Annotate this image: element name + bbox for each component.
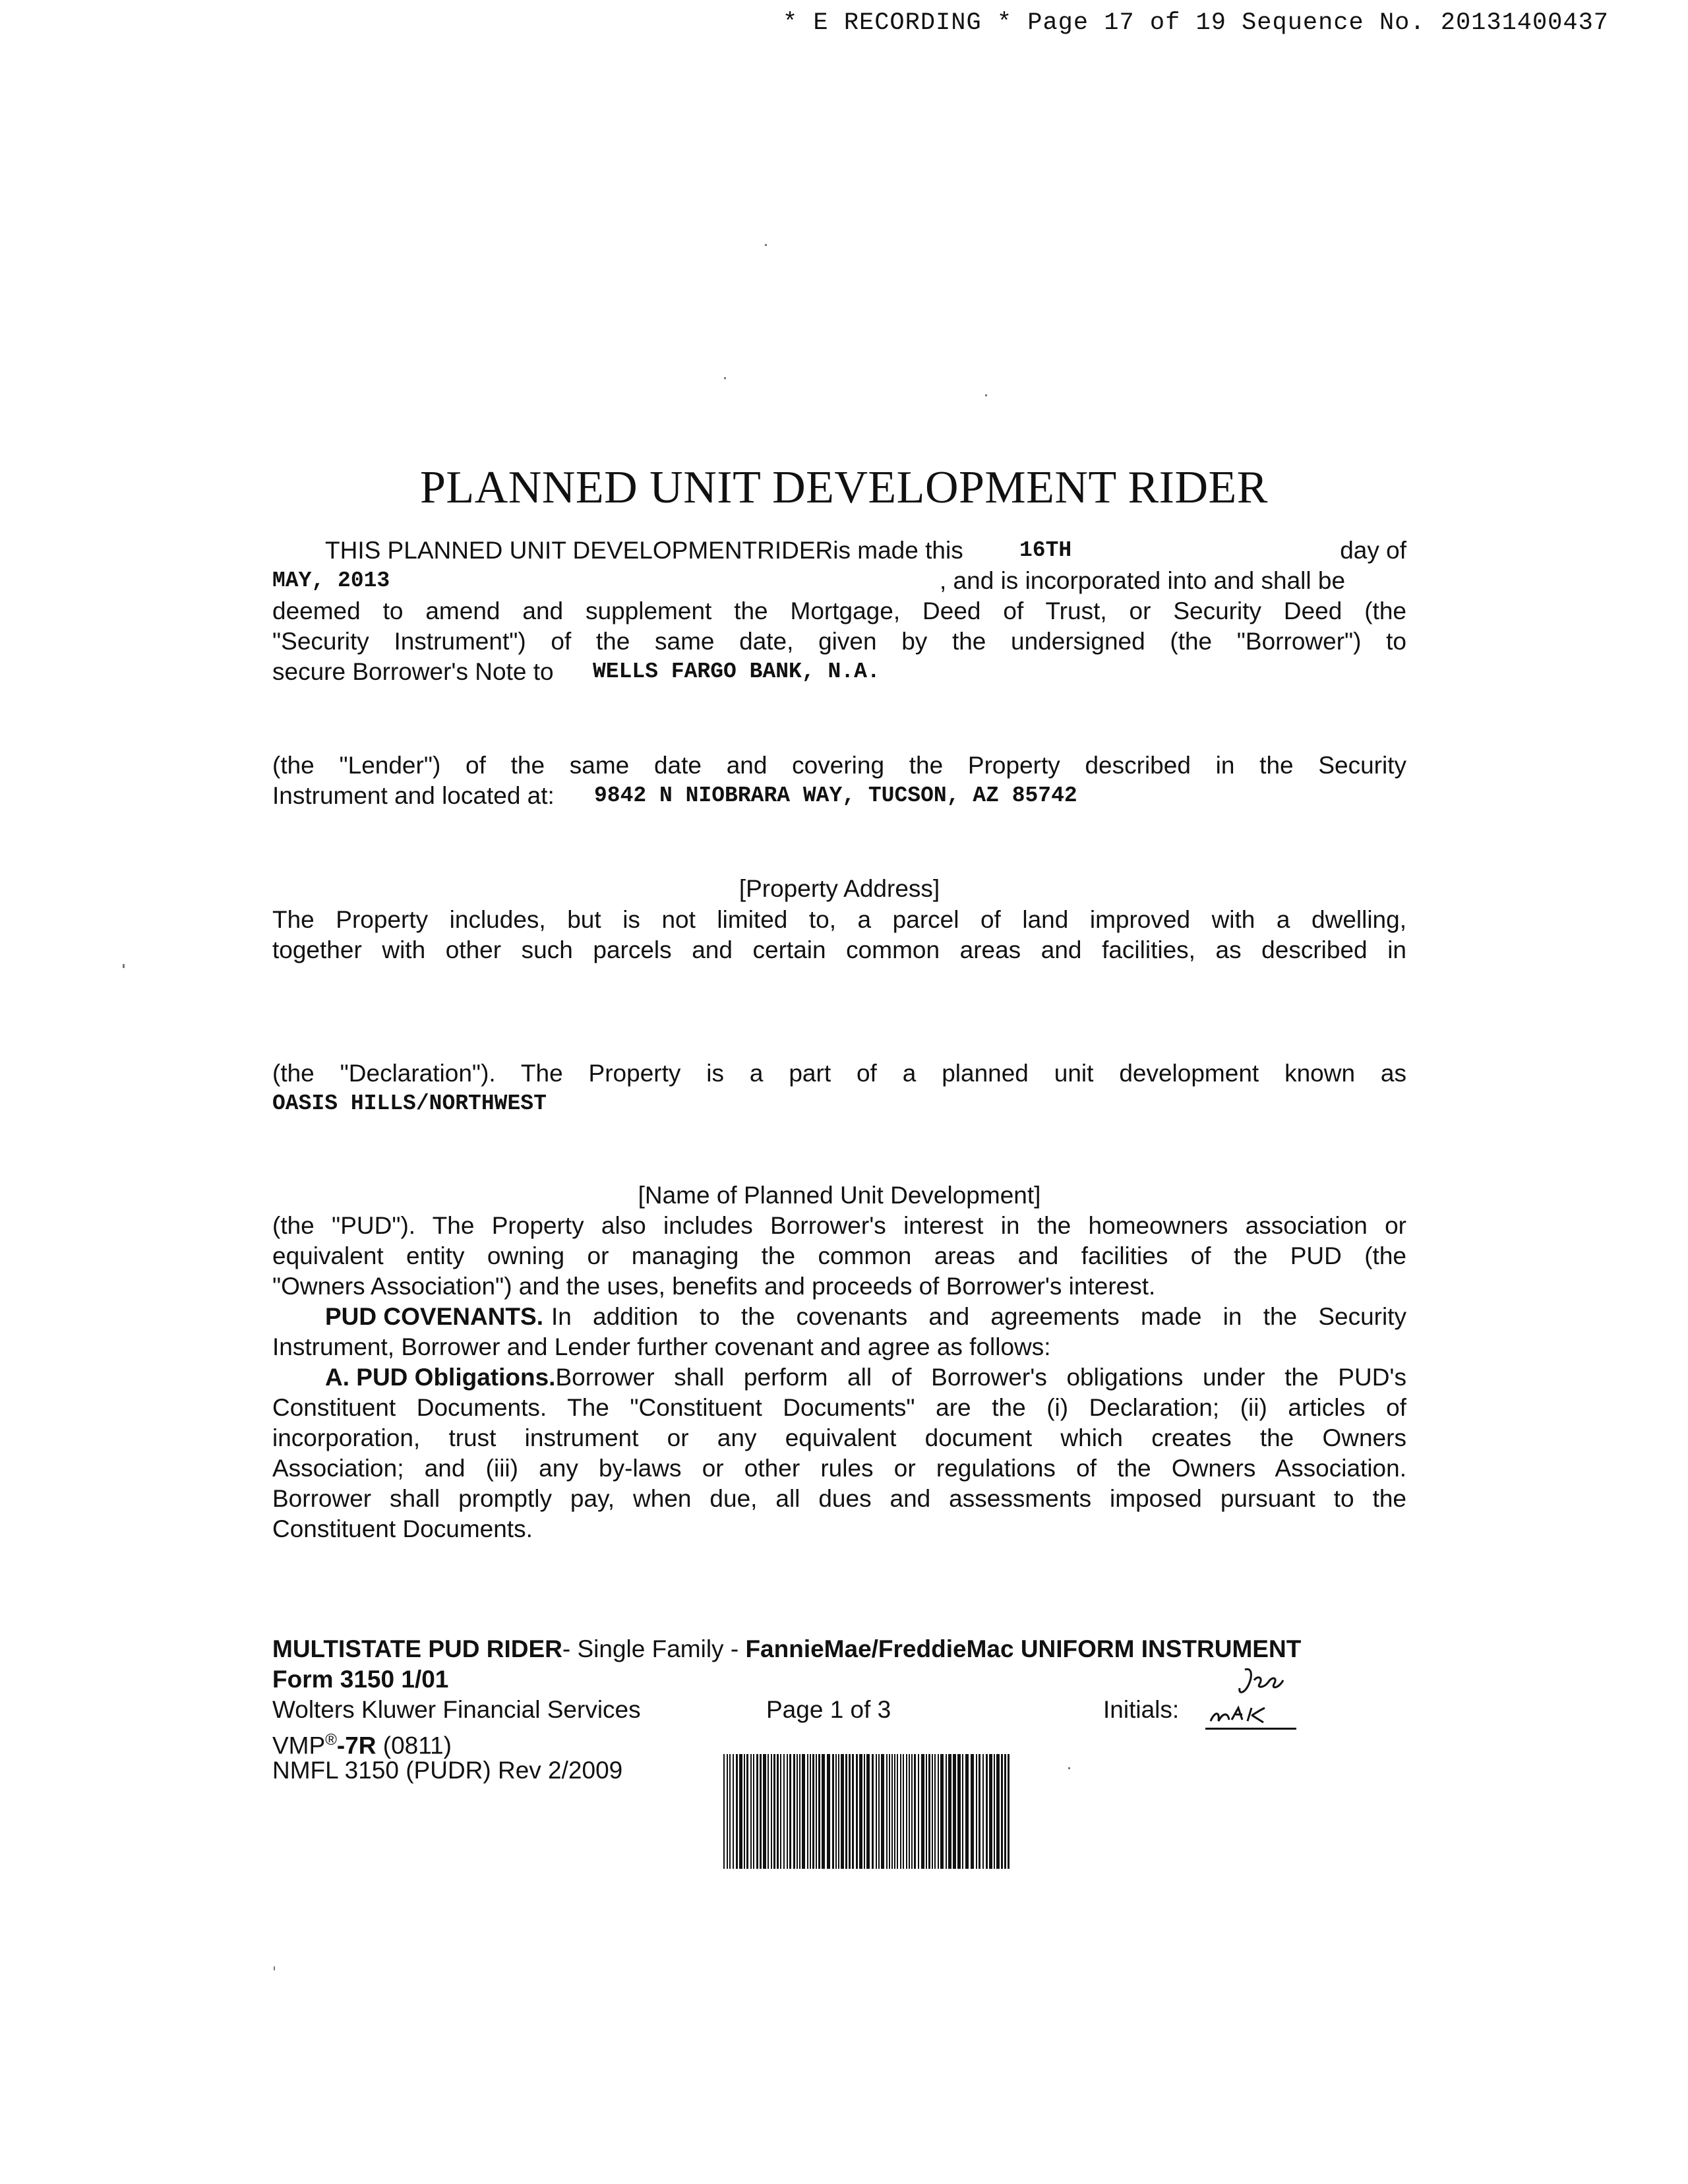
barcode-bar [771,1754,772,1869]
rider-agencies: FannieMae/FreddieMac [745,1635,1014,1662]
barcode-bar [876,1754,877,1869]
pud-line3: "Owners Association") and the uses, benefits and proceeds of Borrower's interest. [272,1273,1156,1300]
barcode-bar [812,1754,814,1869]
form-number: Form 3150 1/01 [272,1666,449,1693]
barcode-bar [793,1754,795,1869]
property-address: 9842 N NIOBRARA WAY, TUCSON, AZ 85742 [594,783,1077,808]
pud-name-label: [Name of Planned Unit Development] [638,1182,1041,1209]
barcode-bar [928,1754,930,1869]
barcode-bar [996,1754,1000,1869]
barcode-bar [739,1754,742,1869]
scan-speck [123,964,125,968]
document-title: PLANNED UNIT DEVELOPMENT RIDER [420,462,1268,513]
incorporated-text: , and is incorporated into and shall be [940,567,1346,594]
barcode-bar [909,1754,910,1869]
barcode-bar [810,1754,811,1869]
pud-line1: (the "PUD"). The Property also includes Borrower's interest in the homeowners association or [272,1212,1406,1239]
barcode-bar [878,1754,880,1869]
intro-line5: secure Borrower's Note to [272,658,554,685]
obligations-line1: Borrower shall perform all of Borrower's obligations under the PUD's [555,1364,1406,1391]
barcode-bar [989,1754,992,1869]
barcode-bar [750,1754,752,1869]
barcode-bar [797,1754,798,1869]
barcode-bar [881,1754,884,1869]
barcode-bar [891,1754,893,1869]
barcode-bar [976,1754,977,1869]
barcode-bar [733,1754,734,1869]
barcode-bar [979,1754,980,1869]
property-line1: The Property includes, but is not limited to, a parcel of land improved with a dwelling, [272,906,1406,933]
barcode-bar [727,1754,728,1869]
obligations-line2: Constituent Documents. The "Constituent Documents" are the (i) Declaration; (ii) articles of [272,1394,1406,1421]
barcode-bar [1004,1754,1006,1869]
barcode-bar [872,1754,874,1869]
barcode-bar [773,1754,775,1869]
barcode-bar [768,1754,769,1869]
barcode-bar [787,1754,788,1869]
day-of-label: day of [1340,537,1406,564]
barcode-bar [763,1754,766,1869]
declaration-line1: (the "Declaration"). The Property is a part of a planned unit development known as [272,1060,1406,1087]
barcode-bar [744,1754,745,1869]
initials-label: Initials: [1103,1696,1180,1723]
barcode-bar [889,1754,890,1869]
publisher: Wolters Kluwer Financial Services [272,1696,641,1723]
property-line2: together with other such parcels and certain common areas and facilities, as described in [272,936,1406,963]
barcode-bar [864,1754,865,1869]
obligations-line5: Borrower shall promptly pay, when due, all dues and assessments imposed pursuant to the [272,1485,1406,1512]
barcode-bar [852,1754,854,1869]
barcode-bar [849,1754,851,1869]
scan-speck [765,244,767,246]
barcode-bar [799,1754,800,1869]
barcode [722,1754,1012,1869]
pud-obligations-heading: A. PUD Obligations. [325,1364,556,1391]
barcode-bar [953,1754,956,1869]
barcode-bar [856,1754,858,1869]
barcode-graphic [722,1754,1012,1869]
barcode-bar [921,1754,924,1869]
barcode-bar [900,1754,901,1869]
barcode-bar [841,1754,844,1869]
barcode-bar [911,1754,913,1869]
obligations-line6: Constituent Documents. [272,1515,533,1542]
intro-line1: THIS PLANNED UNIT DEVELOPMENTRIDERis made this [325,537,963,564]
barcode-bar [918,1754,919,1869]
barcode-bar [866,1754,870,1869]
barcode-bar [886,1754,888,1869]
barcode-bar [838,1754,839,1869]
barcode-bar [934,1754,936,1869]
barcode-bar [965,1754,969,1869]
recording-header: * E RECORDING * Page 17 of 19 Sequence No. 20131400437 [783,9,1609,37]
barcode-bar [1008,1754,1010,1869]
property-address-label: [Property Address] [738,875,940,902]
intro-line4: "Security Instrument") of the same date, given by the undersigned (the "Borrower") to [272,628,1406,655]
scan-speck [985,394,987,396]
barcode-bar [940,1754,944,1869]
declaration-paragraph [272,1058,1406,1119]
barcode-bar [962,1754,963,1869]
barcode-bar [971,1754,974,1869]
barcode-bar [816,1754,817,1869]
barcode-bar [760,1754,762,1869]
lender-paragraph [272,750,1406,811]
page-number: Page 1 of 3 [766,1696,891,1723]
barcode-bar [897,1754,898,1869]
pud-name: OASIS HILLS/NORTHWEST [272,1091,547,1116]
intro-paragraph [272,535,1406,687]
pud-line2: equivalent entity owning or managing the common areas and facilities of the PUD (the [272,1242,1406,1269]
rider-month-year: MAY, 2013 [272,568,390,593]
vmp-revision: (0811) [382,1732,452,1759]
barcode-bar [827,1754,830,1869]
barcode-bar [753,1754,754,1869]
scan-speck [274,1966,275,1970]
pud-paragraph [272,1211,1406,1544]
scan-speck [1068,1767,1070,1769]
barcode-bar [835,1754,837,1869]
scan-speck [724,377,726,379]
initials-underline [1205,1728,1296,1730]
lender-name: WELLS FARGO BANK, N.A. [593,659,880,684]
intro-line3: deemed to amend and supplement the Mortgage, Deed of Trust, or Security Deed (the [272,597,1406,624]
lender-line1: (the "Lender") of the same date and covering the Property described in the Security [272,752,1406,779]
vmp-suffix: -7R [336,1732,377,1759]
barcode-bar [957,1754,961,1869]
obligations-line4: Association; and (iii) any by-laws or other rules or regulations of the Owners Association. [272,1455,1406,1482]
barcode-bar [789,1754,791,1869]
rider-instrument: UNIFORM INSTRUMENT [1020,1635,1302,1662]
barcode-bar [807,1754,808,1869]
barcode-bar [736,1754,738,1869]
barcode-bar [982,1754,984,1869]
obligations-line3: incorporation, trust instrument or any equivalent document which creates the Owners [272,1424,1406,1451]
barcode-bar [802,1754,805,1869]
barcode-bar [986,1754,988,1869]
rider-type: - Single Family - [562,1635,739,1662]
lender-line2: Instrument and located at: [272,782,555,809]
rider-name: MULTISTATE PUD RIDER [272,1635,562,1662]
property-paragraph [272,905,1406,965]
barcode-bar [777,1754,779,1869]
barcode-bar [729,1754,731,1869]
barcode-bar [1001,1754,1003,1869]
barcode-bar [894,1754,895,1869]
barcode-bar [723,1754,725,1869]
rider-day: 16TH [1019,538,1072,562]
barcode-bar [906,1754,907,1869]
barcode-bar [994,1754,995,1869]
nmfl-code: NMFL 3150 (PUDR) Rev 2/2009 [272,1757,623,1784]
barcode-bar [926,1754,927,1869]
barcode-bar [832,1754,834,1869]
covenants-line1: In addition to the covenants and agreements made in the Security [551,1303,1406,1330]
barcode-bar [746,1754,748,1869]
barcode-bar [946,1754,947,1869]
barcode-bar [756,1754,758,1869]
barcode-bar [948,1754,951,1869]
vmp-prefix: VMP [272,1732,326,1759]
pud-covenants-heading: PUD COVENANTS. [325,1303,543,1330]
barcode-bar [783,1754,785,1869]
barcode-bar [818,1754,820,1869]
barcode-bar [780,1754,781,1869]
barcode-bar [932,1754,933,1869]
covenants-line2: Instrument, Borrower and Lender further covenant and agree as follows: [272,1333,1051,1360]
barcode-bar [914,1754,916,1869]
registered-mark: ® [325,1731,337,1749]
barcode-bar [845,1754,847,1869]
barcode-bar [938,1754,939,1869]
handwritten-initials [1205,1662,1304,1734]
barcode-bar [859,1754,862,1869]
barcode-bar [903,1754,904,1869]
barcode-bar [822,1754,825,1869]
form-rider-line [272,1634,1301,1664]
